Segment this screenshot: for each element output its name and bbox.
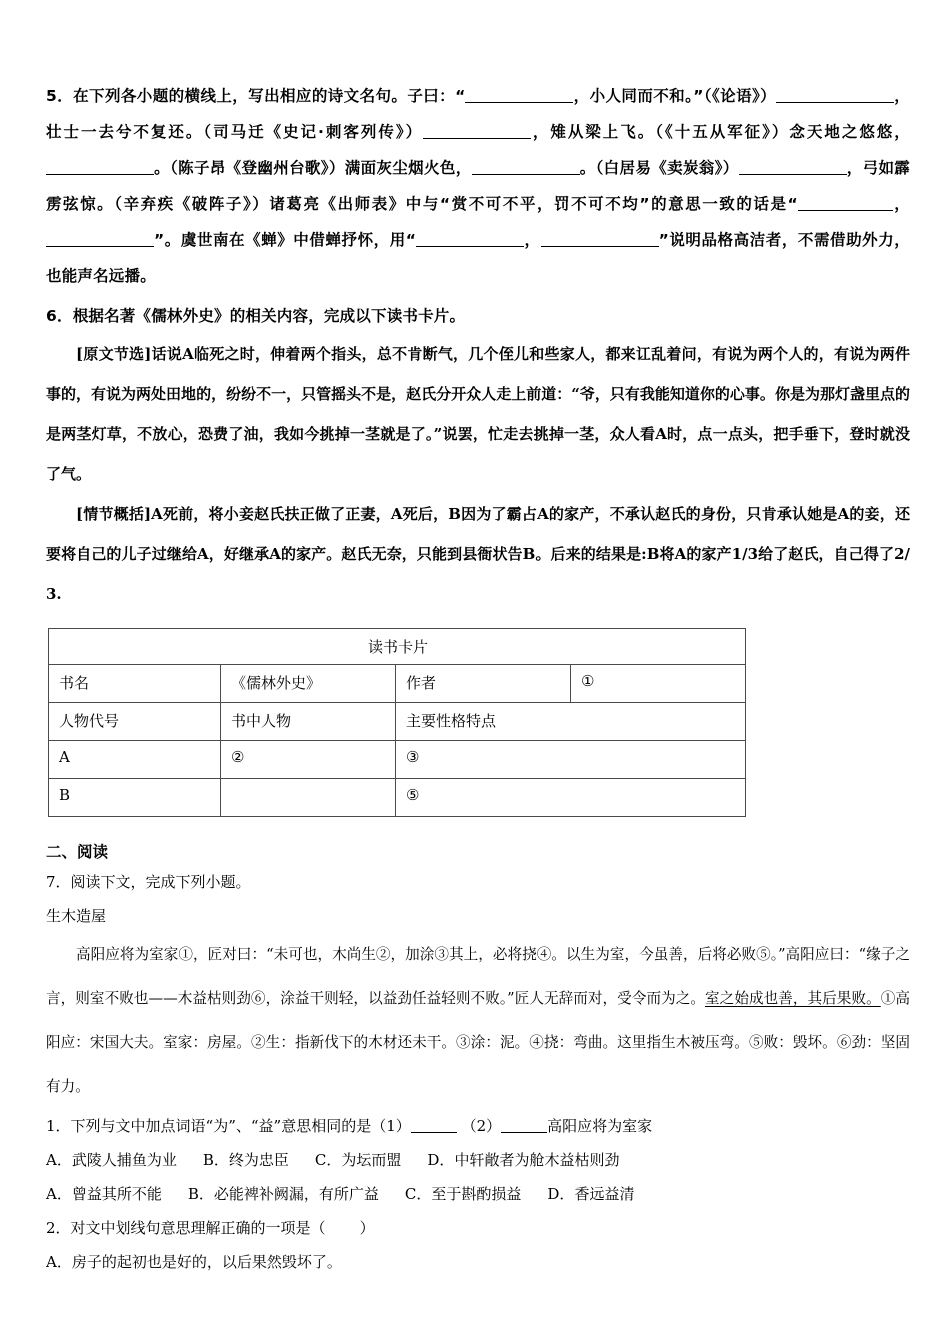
sub-question-1-text-a: 下列与文中加点词语“为”、“益”意思相同的是（1） xyxy=(70,1117,411,1135)
answer-blank[interactable] xyxy=(798,195,893,211)
option-a[interactable] xyxy=(46,1185,162,1203)
cell-character-b[interactable] xyxy=(221,779,396,817)
option-b-label: B． xyxy=(187,1185,214,1203)
cell-traits-b[interactable]: ⑤ xyxy=(396,779,746,817)
option-b-text: 必能裨补阙漏，有所广益 xyxy=(213,1185,379,1203)
option-c-text: 为坛而盟 xyxy=(341,1151,402,1169)
option-c-label: C． xyxy=(404,1185,432,1203)
answer-blank[interactable] xyxy=(501,1118,547,1133)
option-a-text: 曾益其所不能 xyxy=(71,1185,162,1203)
question-5-text-7: 。（白居易《卖炭翁》） xyxy=(579,159,739,177)
cell-book-value: 《儒林外史》 xyxy=(221,665,396,703)
section-heading-reading: 二、阅读 xyxy=(46,843,109,861)
question-7-number: 7． xyxy=(46,873,71,891)
cell-character-header: 书中人物 xyxy=(221,703,396,741)
answer-blank[interactable] xyxy=(465,87,573,103)
answer-blank[interactable] xyxy=(472,159,580,175)
answer-blank[interactable] xyxy=(541,231,659,247)
answer-blank[interactable] xyxy=(411,1118,457,1133)
cell-author-value[interactable]: ① xyxy=(571,665,746,703)
question-6-excerpt-original: [原文节选]话说A临死之时，伸着两个指头，总不肯断气，几个侄儿和些家人，都来讧乱着问，有说为两个人的，有说为两件事的，有说为两处田地的，纷纷不一，只管摇头不是，赵氏分开众人走上前道：“爷，只有我能知道你的心事。你是为那灯盏里点的是两茎灯草，不放心，恐费了油，我如今挑掉一茎就是了。”说罢，忙走去挑掉一茎，众人看A时，点一点头，把手垂下，登时就没了气。 xyxy=(46,345,910,483)
table-row xyxy=(49,779,746,817)
cell-traits-a[interactable]: ③ xyxy=(396,741,746,779)
question-5-text-1: 在下列各小题的横线上，写出相应的诗文名句。子曰：“ xyxy=(73,87,466,105)
sub-question-2 xyxy=(46,1211,910,1245)
passage-notes: ①高阳应：宋国大夫。室家：房屋。②生：指新伐下的木材还未干。③涂：泥。④挠：弯曲。这里指生木被压弯。⑤败：毁坏。⑥劲：坚固有力。 xyxy=(46,990,910,1095)
question-6-stem-text: 根据名著《儒林外史》的相关内容，完成以下读书卡片。 xyxy=(72,307,466,325)
sub-question-2-stem-a: 对文中划线句意思理解正确的一项是（ xyxy=(70,1219,326,1237)
answer-blank[interactable] xyxy=(739,159,847,175)
cell-code-b: B xyxy=(49,779,221,817)
option-c-text: 至于斟酌损益 xyxy=(431,1185,522,1203)
option-b[interactable] xyxy=(188,1185,379,1203)
option-a-label: A． xyxy=(46,1185,72,1203)
option-c-label: C． xyxy=(314,1151,342,1169)
question-5 xyxy=(46,78,910,294)
question-7-stem xyxy=(46,865,910,899)
option-d-text: 香远益清 xyxy=(574,1185,635,1203)
table-row xyxy=(49,665,746,703)
question-5-text-8: ，弓如霹雳弦惊。（辛弃疾《破阵子》）诸葛亮《出师表》中与“赏不可不平，罚不可不均”的意思一致的话是“ xyxy=(46,159,911,213)
cell-character-a[interactable]: ② xyxy=(221,741,396,779)
answer-blank[interactable] xyxy=(423,123,531,139)
passage-body xyxy=(46,933,910,1109)
option-a-text: 房子的起初也是好的，以后果然毁坏了。 xyxy=(71,1253,342,1271)
question-5-text-11: ， xyxy=(524,231,541,249)
option-b[interactable] xyxy=(203,1151,289,1169)
option-a-label: A． xyxy=(46,1253,72,1271)
question-5-text-4: ，雉从梁上飞。（《十五从军征》） xyxy=(531,123,790,141)
question-5-text-10: ”。虞世南在《蝉》中借蝉抒怀，用“ xyxy=(154,231,417,249)
cell-book-label: 书名 xyxy=(49,665,221,703)
question-6-excerpt-summary: [情节概括]A死前，将小妾赵氏扶正做了正妻，A死后，B因为了霸占A的家产，不承认赵氏的身份，只肯承认她是A的妾，还要将自己的儿子过继给A，好继承A的家产。赵氏无奈，只能到县衙状告B。后来的结果是:B将A的家产1/3给了赵氏，自己得了2/3. xyxy=(46,505,910,603)
option-d-label: D． xyxy=(547,1185,575,1203)
cell-author-label: 作者 xyxy=(396,665,571,703)
cell-code-a: A xyxy=(49,741,221,779)
sub-question-1-text-b: （2） xyxy=(461,1117,502,1135)
option-d[interactable] xyxy=(547,1185,634,1203)
option-b-text: 终为忠臣 xyxy=(228,1151,289,1169)
table-row xyxy=(49,741,746,779)
question-6-stem xyxy=(46,298,910,334)
sub-question-2-stem-b: ） xyxy=(359,1219,375,1237)
table-row xyxy=(49,703,746,741)
answer-blank[interactable] xyxy=(46,231,154,247)
sub-question-1-options-yi xyxy=(46,1177,910,1211)
cell-code-header: 人物代号 xyxy=(49,703,221,741)
sub-question-2-number: 2． xyxy=(46,1219,71,1237)
option-d-text: 中轩敞者为舱木益枯则劲 xyxy=(454,1151,620,1169)
question-5-text-9: ， xyxy=(892,195,910,213)
sub-question-2-option-a[interactable] xyxy=(46,1245,910,1279)
option-a-label: A． xyxy=(46,1151,72,1169)
question-5-text-2: ，小人同而不和。”（《论语》） xyxy=(573,87,777,105)
option-d-label: D． xyxy=(427,1151,455,1169)
reading-card-title: 读书卡片 xyxy=(49,629,746,665)
passage-paragraph-1: 高阳应将为室家①，匠对曰：“未可也，木尚生②，加涂③其上，必将挠④。以生为室，今虽善，后将必败⑤。”高阳应曰：“缘子之言，则室不败也——木益枯则劲⑥，涂益干则轻，以益劲任益轻则不败。”匠人无辞而对，受令而为之。 xyxy=(46,946,910,1007)
question-5-number: 5． xyxy=(46,87,74,105)
option-c[interactable] xyxy=(315,1151,402,1169)
answer-blank[interactable] xyxy=(776,87,894,103)
question-7-stem-text: 阅读下文，完成下列小题。 xyxy=(70,873,251,891)
reading-card-table xyxy=(48,628,746,817)
answer-blank[interactable] xyxy=(416,231,524,247)
passage-title: 生木造屋 xyxy=(46,907,107,925)
question-6-number: 6． xyxy=(46,307,73,325)
table-row xyxy=(49,629,746,665)
question-5-text-5: 念天地之悠悠， xyxy=(789,123,910,141)
cell-traits-header: 主要性格特点 xyxy=(396,703,746,741)
sub-question-1-options-for xyxy=(46,1143,910,1177)
option-b-label: B． xyxy=(202,1151,229,1169)
passage-underlined-sentence: 室之始成也善，其后果败。 xyxy=(705,990,881,1007)
question-5-text-12: ”说明品格高洁者，不需借助外力，也能声名远播。 xyxy=(46,231,910,285)
option-c[interactable] xyxy=(405,1185,522,1203)
answer-blank[interactable] xyxy=(46,159,154,175)
option-a[interactable] xyxy=(46,1151,177,1169)
option-d[interactable] xyxy=(427,1151,619,1169)
sub-question-1 xyxy=(46,1109,910,1143)
question-5-text-6: 。（陈子昂《登幽州台歌》）满面灰尘烟火色， xyxy=(154,159,472,177)
sub-question-1-number: 1． xyxy=(46,1117,71,1135)
option-a-text: 武陵人捕鱼为业 xyxy=(71,1151,177,1169)
sub-question-1-text-c: 高阳应将为室家 xyxy=(547,1117,653,1135)
question-5-text-3: ，壮士一去兮不复还。（司马迁《史记·刺客列传》） xyxy=(46,87,910,141)
